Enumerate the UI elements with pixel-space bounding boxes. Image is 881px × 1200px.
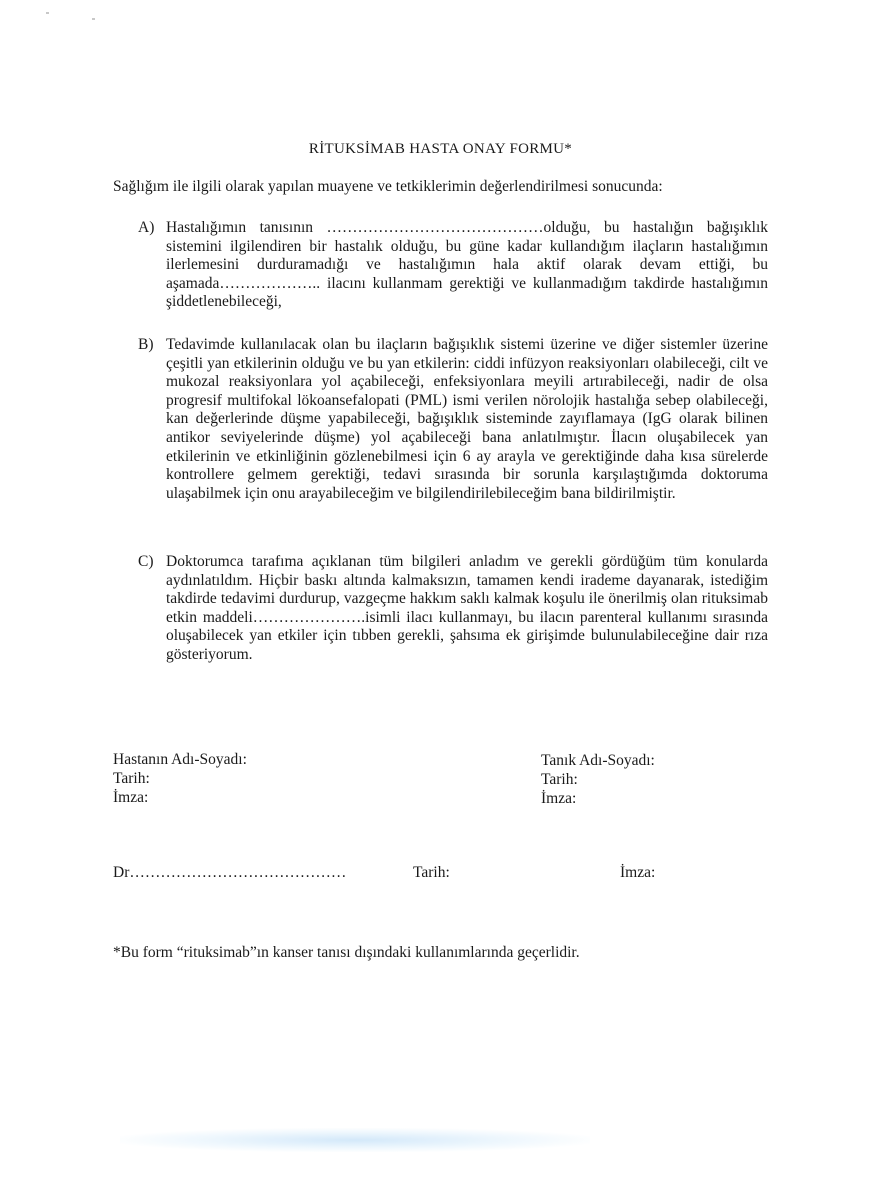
section-c-text: Doktorumca tarafıma açıklanan tüm bilgileri anladım ve gerekli gördüğüm tüm konularda aydınlatıldım. Hiçbir baskı altında kalmaksızın, tamamen kendi irademe dayanarak, istediğim takdirde tedavimi durdurup, vazgeçme hakkım saklı kalmak koşulu ile önerilmiş olan rituksimab etkin maddeli………………….isimli ilacı kullanmayı, bu ilacın parenteral kullanımı sırasında oluşabilecek yan etkiler için tıbben gerekli, şahsıma ek girişimde bulunulabileceğine dair rıza gösteriyorum. — [166, 553, 768, 663]
intro-text: Sağlığım ile ilgili olarak yapılan muayene ve tetkiklerimin değerlendirilmesi sonucunda: — [113, 178, 663, 195]
witness-signature-block — [541, 751, 655, 808]
section-c-marker: C) — [138, 553, 154, 570]
patient-signature-block — [113, 750, 247, 807]
section-c — [138, 553, 768, 665]
doctor-name-field: Dr…………………………………… — [113, 864, 347, 881]
form-title: RİTUKSİMAB HASTA ONAY FORMU* — [308, 141, 573, 157]
section-b-marker: B) — [138, 336, 154, 353]
section-a — [138, 219, 768, 312]
section-a-marker: A) — [138, 219, 155, 236]
witness-date-label: Tarih: — [541, 771, 578, 788]
patient-signature-label: İmza: — [113, 789, 149, 806]
doctor-date-label: Tarih: — [413, 864, 450, 881]
patient-date-label: Tarih: — [113, 770, 150, 787]
scan-speck — [92, 18, 95, 20]
scan-speck — [46, 12, 49, 14]
witness-signature-label: İmza: — [541, 790, 577, 807]
doctor-signature-label: İmza: — [620, 864, 656, 881]
patient-name-label: Hastanın Adı-Soyadı: — [113, 751, 247, 768]
footnote: *Bu form “rituksimab”ın kanser tanısı dışındaki kullanımlarında geçerlidir. — [113, 944, 580, 961]
scan-artifact — [120, 1128, 590, 1152]
section-b — [138, 336, 768, 503]
section-b-text: Tedavimde kullanılacak olan bu ilaçların bağışıklık sistemi üzerine ve diğer sistemler üzerine çeşitli yan etkilerinin olduğu ve bu yan etkilerin: ciddi infüzyon reaksiyonları olabileceği, cilt ve mukozal reaksiyonlara yol açabileceği, enfeksiyonlara meyili artırabileceği, nadir de olsa progresif multifokal lökoansefalopati (PML) ismi verilen nörolojik hastalığa sebep olabileceği, kan değerlerinde düşme yapabileceği, bağışıklık sisteminde zayıflamaya (IgG olarak bilinen antikor seviyelerinde düşme) yol açabileceği bana anlatılmıştır. İlacın oluşabilecek yan etkilerinin ve etkinliğinin gözlenebilmesi için 6 ay arayla ve gerektiğinde daha kısa sürelerde kontrollere gelmem gerektiği, tedavi sırasında bir sorunla karşılaştığımda doktoruma ulaşabilmek için onu arayabileceğim ve bilgilendirilebileceğim bana bildirilmiştir. — [166, 336, 768, 502]
witness-name-label: Tanık Adı-Soyadı: — [541, 752, 655, 769]
section-a-text: Hastalığımın tanısının ……………………………………olduğu, bu hastalığın bağışıklık sistemini ilgilendiren bir hastalık olduğu, bu güne kadar kullandığım ilaçların hastalığımın ilerlemesini durduramadığı ve hastalığımın hala aktif olarak devam ettiği, bu aşamada……………….. ilacını kullanmam gerektiği ve kullanmadığım takdirde hastalığımın şiddetlenebileceği, — [166, 219, 768, 311]
